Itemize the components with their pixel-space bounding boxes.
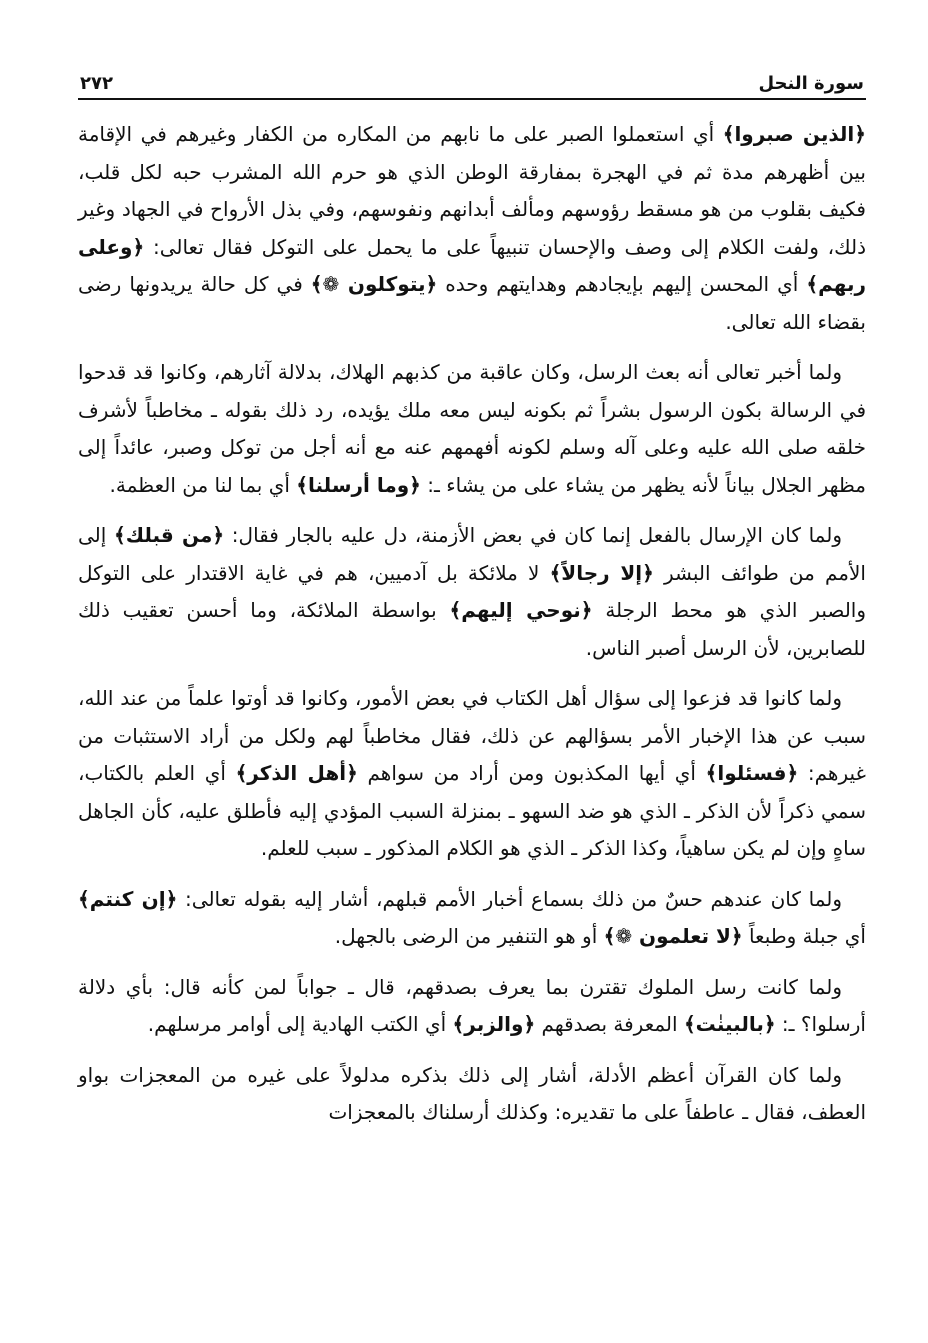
- commentary-text: ولما كانت رسل الملوك تقترن بما يعرف بصدقهم، قال ـ جواباً لمن كأنه قال: بأي دلالة أرسلوا؟ ـ:: [78, 974, 866, 1036]
- commentary-text: أي أيها المكذبون ومن أراد من سواهم: [357, 761, 706, 785]
- quran-quote: ﴿والزبر﴾: [452, 1012, 536, 1036]
- quran-quote: ﴿وعلى ربهم﴾: [78, 234, 866, 296]
- quran-quote: ﴿الذين صبروا﴾: [722, 122, 866, 146]
- commentary-text: أي استعملوا الصبر على ما نابهم من المكاره من الكفار وغيرهم في الإقامة بين أظهرهم مدة ثم في الهجرة بمفارقة الوطن الذي هو حرم الله المشرب حبه لكل قلب، فكيف بقلوب من هو مسقط رؤوسهم ومألف أبدانهم ونفوسهم، وفي بذل الأرواح في الجهاد وغير ذلك، ولفت الكلام إلى وصف والإحسان تنبيهاً على ما يحمل على التوكل فقال تعالى:: [78, 122, 866, 259]
- surah-title: سورة النحل: [758, 73, 864, 94]
- commentary-text: أي جبلة وطبعاً: [742, 924, 866, 948]
- quran-quote: ﴿بالبينٰت﴾: [683, 1012, 776, 1036]
- commentary-text: بواسطة الملائكة، وما أحسن تعقيب ذلك للصابرين، لأن الرسل أصبر الناس.: [78, 598, 866, 660]
- quran-quote: ﴿إن كنتم﴾: [78, 886, 178, 911]
- paragraph: [78, 680, 866, 868]
- commentary-text: ولما كان عندهم حسٌ من ذلك بسماع أخبار الأمم قبلهم، أشار إليه بقوله تعالى:: [177, 886, 843, 911]
- quran-quote: ﴿يتوكلون ❁﴾: [310, 272, 438, 296]
- quran-quote: ﴿نوحي إليهم﴾: [449, 598, 593, 622]
- commentary-text: أي الكتب الهادية إلى أوامر مرسلهم.: [147, 1012, 453, 1036]
- page-number: ٢٧٢: [80, 73, 113, 94]
- commentary-text: ولما كان الإرسال بالفعل إنما كان في بعض الأزمنة، دل عليه بالجار فقال:: [224, 523, 842, 547]
- commentary-text: في كل حالة يريدونها رضى بقضاء الله تعالى.: [78, 272, 866, 334]
- quran-quote: ﴿فسئلوا﴾: [705, 761, 799, 785]
- page-header: [78, 60, 866, 100]
- commentary-text: ولما كان القرآن أعظم الأدلة، أشار إلى ذلك بذكره مدلولاً على غيره من المعجزات بواو العطف، فقال ـ عاطفاً على ما تقديره: وكذلك أرسلناك بالمعجزات: [78, 1062, 866, 1124]
- paragraph: [78, 116, 866, 341]
- paragraph: [78, 354, 866, 504]
- commentary-text: أي المحسن إليهم بإيجادهم وهدايتهم وحده: [437, 272, 807, 296]
- commentary-text: أي العلم بالكتاب، سمي ذكراً لأن الذكر ـ الذي هو ضد السهو ـ بمنزلة السبب المؤدي إليه فأطلق عليه، كأن الجاهل ساهٍ وإن لم يكن ساهياً، وكذا الذكر ـ الذي هو الكلام المذكور ـ سبب للعلم.: [78, 761, 866, 860]
- quran-quote: ﴿من قبلك﴾: [114, 523, 225, 547]
- quran-quote: ﴿وما أرسلنا﴾: [296, 472, 421, 497]
- body-text: [78, 116, 866, 1132]
- quran-quote: ﴿إلا رجالاً﴾: [549, 560, 654, 585]
- commentary-text: ولما أخبر تعالى أنه بعث الرسل، وكان عاقبة من كذبهم الهلاك، بدلالة آثارهم، وكانوا قد قدحوا في الرسالة بكون الرسول بشراً ثم بكونه ليس معه ملك يؤيده، رد ذلك بقوله ـ مخاطباً لأشرف خلقه صلى الله عليه وعلى آله وسلم لكونه أفهمهم عنه مع أنه أجل من توكل وصبر، عائداً إلى مظهر الجلال بياناً لأنه يظهر من يشاء على من يشاء ـ:: [78, 360, 866, 497]
- quran-quote: ﴿أهل الذكر﴾: [235, 761, 358, 785]
- page: [78, 60, 866, 1145]
- commentary-text: المعرفة بصدقهم: [535, 1012, 684, 1036]
- paragraph: [78, 517, 866, 667]
- paragraph: [78, 1057, 866, 1132]
- commentary-text: أو هو التنفير من الرضى بالجهل.: [334, 924, 604, 948]
- commentary-text: إلى الأمم من طوائف البشر: [78, 523, 866, 585]
- paragraph: [78, 969, 866, 1044]
- commentary-text: ولما كانوا قد فزعوا إلى سؤال أهل الكتاب في بعض الأمور، وكانوا قد أوتوا علماً من عند الله، سبب عن هذا الإخبار الأمر بسؤالهم عن ذلك، فقال مخاطباً لهم ولكل من أراد الاستثبات من غيرهم:: [78, 686, 867, 785]
- commentary-text: أي بما لنا من العظمة.: [109, 472, 297, 497]
- commentary-text: لا ملائكة بل آدميين، هم في غاية الاقتدار على التوكل والصبر الذي هو محط الرجلة: [78, 560, 867, 622]
- paragraph: [78, 881, 866, 956]
- quran-quote: ﴿لا تعلمون ❁﴾: [603, 924, 743, 948]
